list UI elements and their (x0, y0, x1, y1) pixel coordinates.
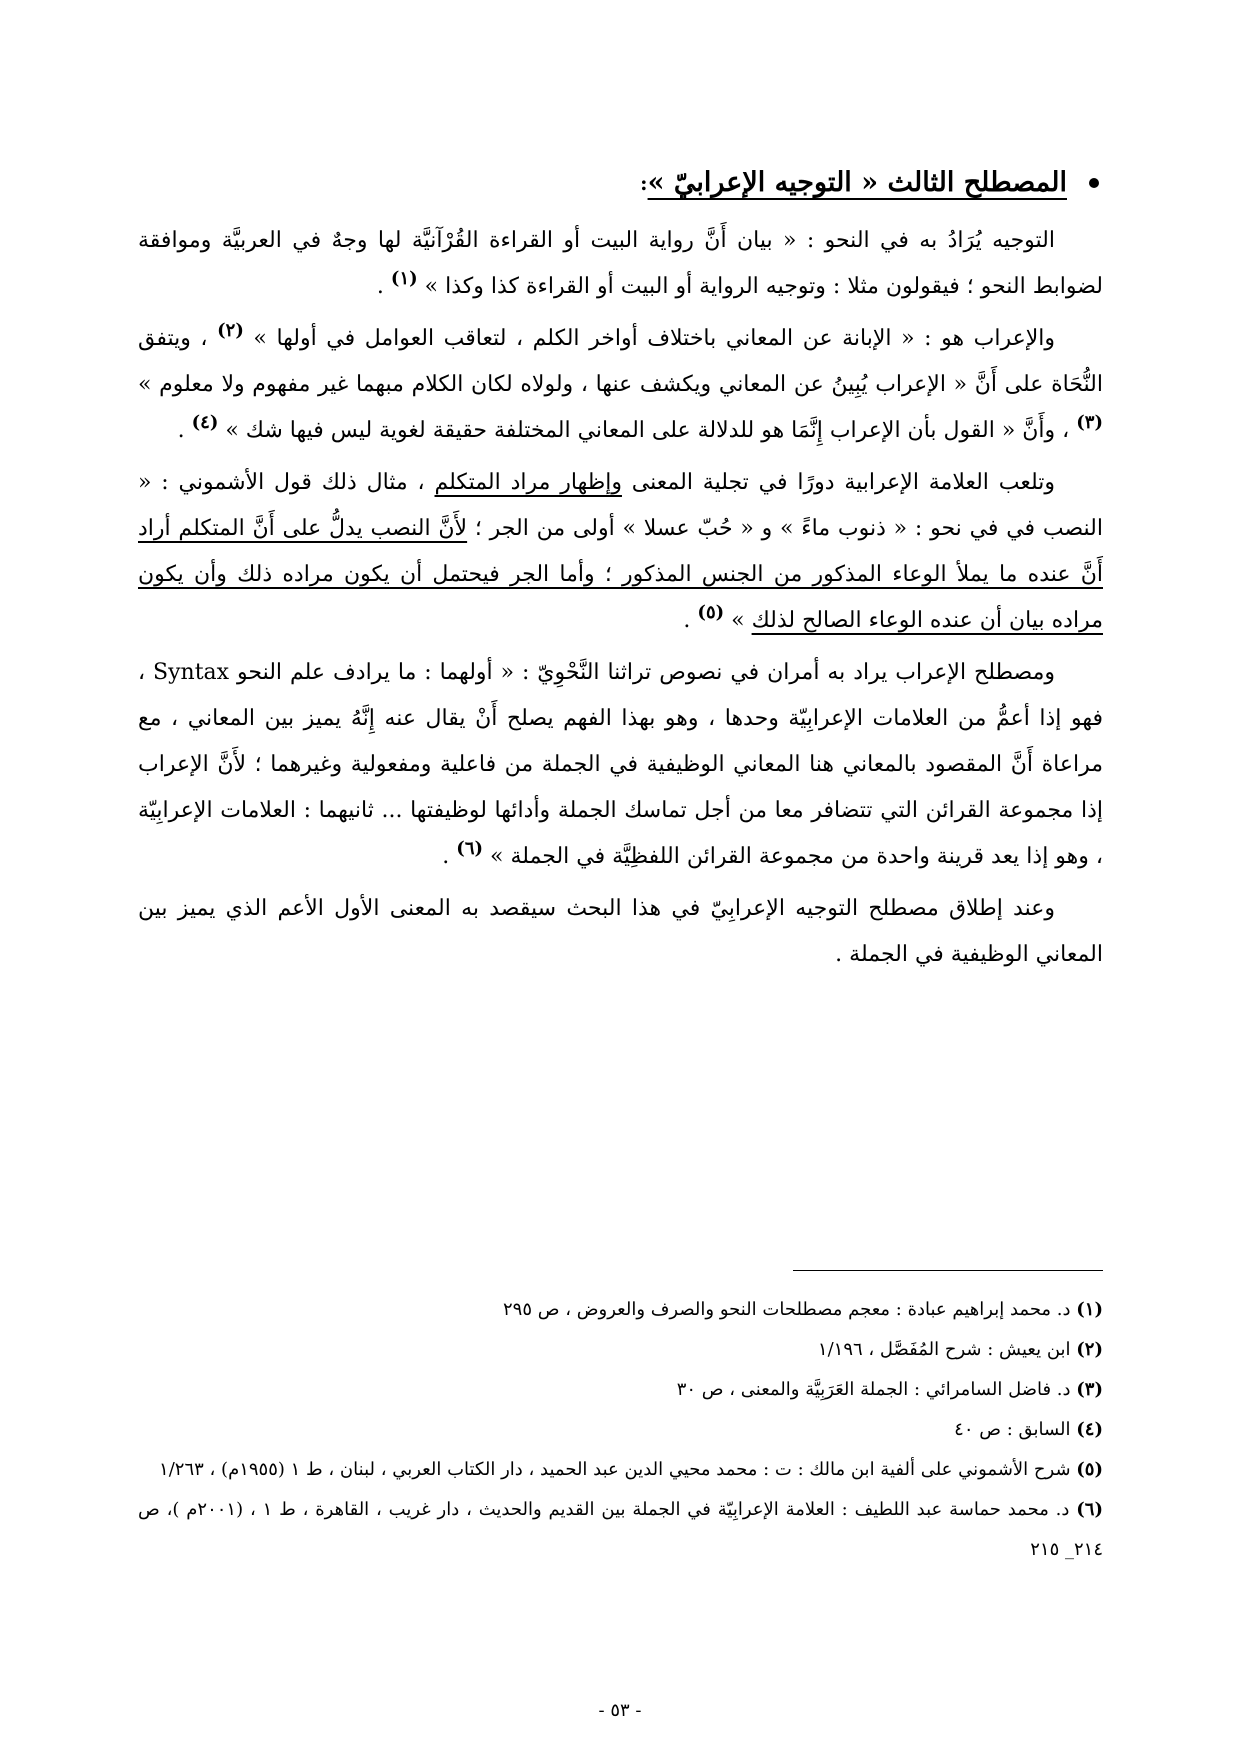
paragraph-3 (138, 460, 1103, 644)
footnote-3 (138, 1370, 1103, 1410)
footnote-6 (138, 1490, 1103, 1570)
paragraph-text: ومصطلح الإعراب يراد به أمران في نصوص تراثنا النَّحْوِيّ : « أولهما : ما يرادف علم النحو Syntax ، فهو إذا أعمُّ من العلامات الإعرابِيّة وحدها ، وهو بهذا الفهم يصلح أَنْ يقال عنه إِنَّهُ يميز بين المعاني ، مع مراعاة أَنَّ المقصود بالمعاني هنا المعاني الوظيفية في الجملة من فاعلية ومفعولية وغيرهما ؛ لأَنَّ الإعراب إذا مجموعة القرائن التي تتضافر معا من أجل تماسك الجملة وأدائها لوظيفتها ... ثانيهما : العلامات الإعرابِيّة ، وهو إذا يعد قرينة واحدة من مجموعة القرائن اللفظِيَّة في الجملة » (138, 660, 1103, 869)
footnote-ref-1: (١) (390, 268, 418, 289)
paragraph-text: وعند إطلاق مصطلح التوجيه الإعرابِيّ في هذا البحث سيقصد به المعنى الأول الأعم الذي يميز بين المعاني الوظيفية في الجملة . (138, 896, 1103, 967)
underlined-text: وإظهار مراد المتكلم (434, 470, 622, 495)
footnote-text: د. فاضل السامرائي : الجملة العَرَبِيَّة والمعنى ، ص ٣٠ (676, 1379, 1077, 1400)
footnote-text: د. محمد حماسة عبد اللطيف : العلامة الإعرابِيّة في الجملة بين القديم والحديث ، دار غريب ، القاهرة ، ط ١ ، (٢٠٠١م )، ص ٢١٤_ ٢١٥ (138, 1499, 1103, 1560)
footnote-number: (١) (1076, 1299, 1103, 1320)
footnotes (138, 1290, 1103, 1570)
footnote-5 (138, 1450, 1103, 1490)
footnote-ref-2: (٢) (217, 320, 244, 341)
footnote-4 (138, 1410, 1103, 1450)
footnote-2 (138, 1330, 1103, 1370)
section-heading (138, 160, 1103, 206)
footnote-number: (٢) (1076, 1339, 1103, 1360)
footnote-ref-4: (٤) (191, 412, 219, 433)
footnote-1 (138, 1290, 1103, 1330)
paragraph-4 (138, 650, 1103, 880)
bullet-icon (1089, 178, 1099, 188)
paragraph-text: التوجيه يُرَادُ به في النحو : « بيان أَنَّ رواية البيت أو القراءة القُرْآنيَّة لها وجهٌ في العربيَّة وموافقة لضوابط النحو ؛ فيقولون مثلا : وتوجيه الرواية أو البيت أو القراءة كذا وكذا » (138, 228, 1103, 299)
footnote-text: ابن يعيش : شرح المُفَصَّل ، ١/١٩٦ (817, 1339, 1077, 1360)
footnote-text: السابق : ص ٤٠ (954, 1419, 1077, 1440)
paragraph-1 (138, 218, 1103, 310)
main-content (138, 160, 1103, 984)
paragraph-text: » (731, 608, 752, 633)
paragraph-text: ، ويتفق النُّحَاة على أَنَّ « الإعراب يُبِينُ عن المعاني ويكشف عنها ، ولولاه لكان الكلام مبهما غير مفهوم ولا معلوم » (138, 326, 1103, 397)
footnote-text: شرح الأشموني على ألفية ابن مالك : ت : محمد محيي الدين عبد الحميد ، دار الكتاب العربي ، لبنان ، ط ١ (١٩٥٥م) ، ١/٢٦٣ (159, 1459, 1077, 1480)
paragraph-end: . (177, 418, 192, 443)
footnote-ref-5: (٥) (697, 602, 725, 623)
footnote-ref-3: (٣) (1076, 412, 1103, 433)
paragraph-text: وتلعب العلامة الإعرابية دورًا في تجلية المعنى (621, 470, 1055, 495)
footnote-number: (٣) (1076, 1379, 1103, 1400)
footnote-number: (٥) (1076, 1459, 1103, 1480)
paragraph-end: . (683, 608, 698, 633)
footnote-divider (793, 1270, 1103, 1271)
footnote-number: (٤) (1076, 1419, 1103, 1440)
paragraph-text: والإعراب هو : « الإبانة عن المعاني باختلاف أواخر الكلم ، لتعاقب العوامل في أولها » (253, 326, 1056, 351)
underlined-quote: لأَنَّ النصب يدلُّ على أَنَّ المتكلم أراد أَنَّ عنده ما يملأ الوعاء المذكور من الجنس المذكور ؛ وأما الجر فيحتمل أن يكون مراده ذلك وأن يكون مراده بيان أن عنده الوعاء الصالح لذلك (138, 516, 1103, 633)
paragraph-text: ، مثال ذلك قول الأشموني : « النصب في في نحو : « ذنوب ماءً » و « حُبّ عسلا » أولى من الجر ؛ (138, 470, 1103, 541)
footnote-number: (٦) (1076, 1499, 1103, 1520)
paragraph-end: . (442, 844, 457, 869)
footnote-text: د. محمد إبراهيم عبادة : معجم مصطلحات النحو والصرف والعروض ، ص ٢٩٥ (503, 1299, 1077, 1320)
page-number: - ٥٣ - (598, 1700, 642, 1721)
paragraph-text: ، وأَنَّ « القول بأن الإعراب إِنَّمَا هو للدلالة على المعاني المختلفة حقيقة لغوية ليس فيها شك » (225, 418, 1077, 443)
paragraph-2 (138, 316, 1103, 454)
heading-text: المصطلح الثالث « التوجيه الإعرابيّ » (647, 167, 1067, 198)
paragraph-5 (138, 886, 1103, 978)
paragraph-end: . (376, 274, 391, 299)
heading-colon: : (640, 171, 648, 195)
footnote-ref-6: (٦) (456, 838, 484, 859)
